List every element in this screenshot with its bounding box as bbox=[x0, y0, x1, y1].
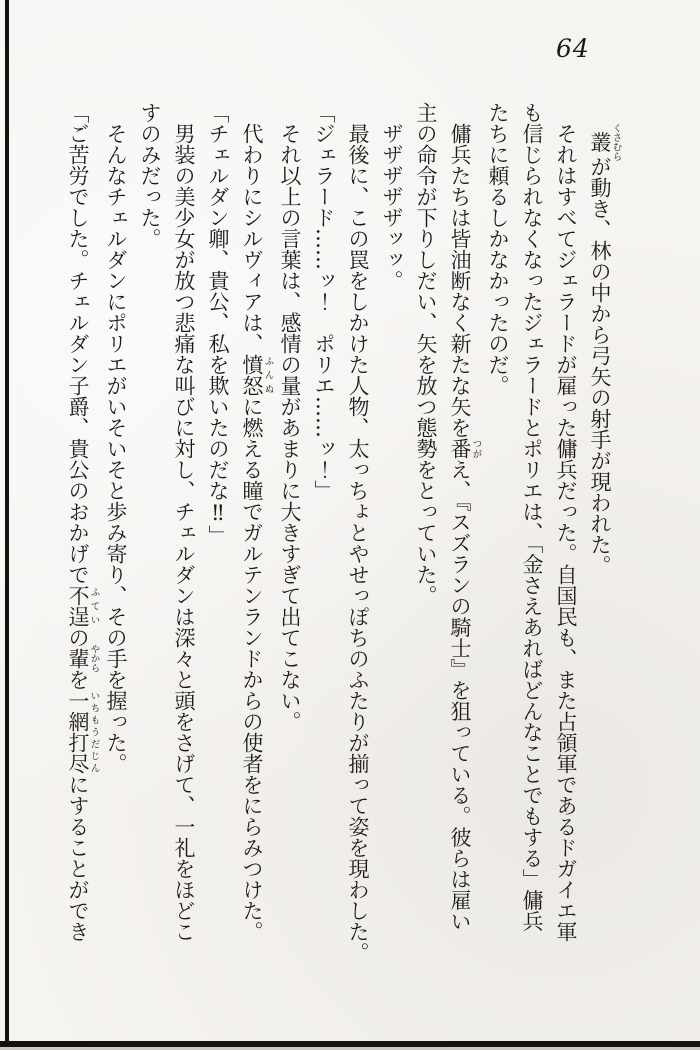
page-number: 64 bbox=[556, 34, 590, 63]
vertical-text-block bbox=[61, 102, 621, 974]
furigana-ruby: 一網打尽いちもうだじん bbox=[66, 690, 100, 774]
text-line: 叢くさむらが動き、林の中から弓矢の射手が現われた。 bbox=[588, 123, 622, 576]
text-line: 主の命令が下りしだい、矢を放つ態勢をとっていた。 bbox=[414, 102, 438, 606]
text-line: それはすべてジェラードが雇った傭兵だった。自国民も、また占領軍であるドガイエ軍 bbox=[554, 123, 578, 942]
page-left-edge-line bbox=[5, 0, 9, 1046]
furigana-ruby: 輩やから bbox=[66, 644, 100, 673]
text-line: 代わりにシルヴィアは、憤怒ふんぬに燃える瞳でガルテンランドからの使者をにらみつけた。 bbox=[240, 123, 274, 942]
text-line: 男装の美少女が放つ悲痛な叫びに対し、チェルダンは深々と頭をさげて、一礼をほどこ bbox=[172, 123, 196, 942]
text-line: たちに頼るしかなかったのだ。 bbox=[486, 102, 510, 396]
text-line: それ以上の言葉は、感情の量があまりに大きすぎて出てこない。 bbox=[278, 123, 302, 732]
furigana-ruby: 憤怒ふんぬ bbox=[240, 354, 274, 396]
text-line: ザザザザザッッ。 bbox=[380, 123, 404, 291]
text-line: すのみだった。 bbox=[138, 102, 162, 249]
furigana-ruby: 叢くさむら bbox=[588, 123, 622, 161]
text-line: そんなチェルダンにポリエがいそいそと歩み寄り、その手を握った。 bbox=[104, 123, 128, 774]
text-line: 傭兵たちは皆油断なく新たな矢を番つがえ、『スズランの騎士』を狙っている。彼らは雇い bbox=[448, 123, 482, 932]
text-line: 「ジェラード……ッ！ ポリエ……ッ！」 bbox=[312, 102, 336, 501]
text-line: 「ご苦労でした。チェルダン子爵、貴公のおかげで不逞ふていの輩やからを一網打尽いちもうだじんにすることができ bbox=[66, 102, 100, 942]
furigana-ruby: 不逞ふてい bbox=[66, 585, 100, 627]
text-line: 最後に、この罠をしかけた人物、太っちょとやせっぽちのふたりが揃って姿を現わした。 bbox=[346, 123, 370, 963]
furigana-ruby: 番つが bbox=[448, 438, 482, 459]
text-line: 「チェルダン卿、貴公、私を欺いたのだな‼」 bbox=[206, 102, 230, 546]
text-line: も信じられなくなったジェラードとポリエは、「金さえあればどんなことでもする」傭兵 bbox=[520, 102, 544, 932]
